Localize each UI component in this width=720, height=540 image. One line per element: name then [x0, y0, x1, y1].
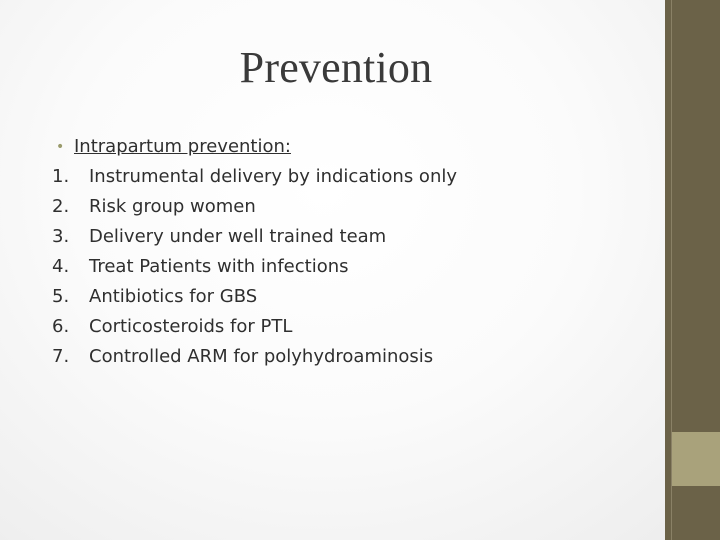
list-number: 1. — [52, 166, 70, 187]
list-item — [52, 252, 652, 282]
list-number: 4. — [52, 256, 70, 277]
list-text: Delivery under well trained team — [89, 226, 387, 247]
list-number: 2. — [52, 196, 70, 217]
list-item — [52, 162, 652, 192]
list-text: Instrumental delivery by indications only — [89, 166, 458, 187]
list-item — [52, 342, 652, 372]
side-accent-block — [672, 432, 720, 486]
list-item — [52, 312, 652, 342]
heading-row — [52, 132, 652, 162]
list-number: 6. — [52, 316, 70, 337]
list-item — [52, 282, 652, 312]
list-text: Corticosteroids for PTL — [89, 316, 293, 337]
list-text: Controlled ARM for polyhydroaminosis — [89, 346, 434, 367]
list-item — [52, 222, 652, 252]
section-heading: Intrapartum prevention: — [74, 136, 291, 157]
slide-title: Prevention — [239, 43, 433, 92]
list-text: Risk group women — [89, 196, 256, 217]
list-number: 5. — [52, 286, 70, 307]
bullet-icon: • — [56, 139, 65, 155]
list-number: 7. — [52, 346, 70, 367]
list-text: Treat Patients with infections — [89, 256, 349, 277]
slide-body — [52, 132, 652, 372]
list-number: 3. — [52, 226, 70, 247]
list-text: Antibiotics for GBS — [89, 286, 258, 307]
list-item — [52, 192, 652, 222]
